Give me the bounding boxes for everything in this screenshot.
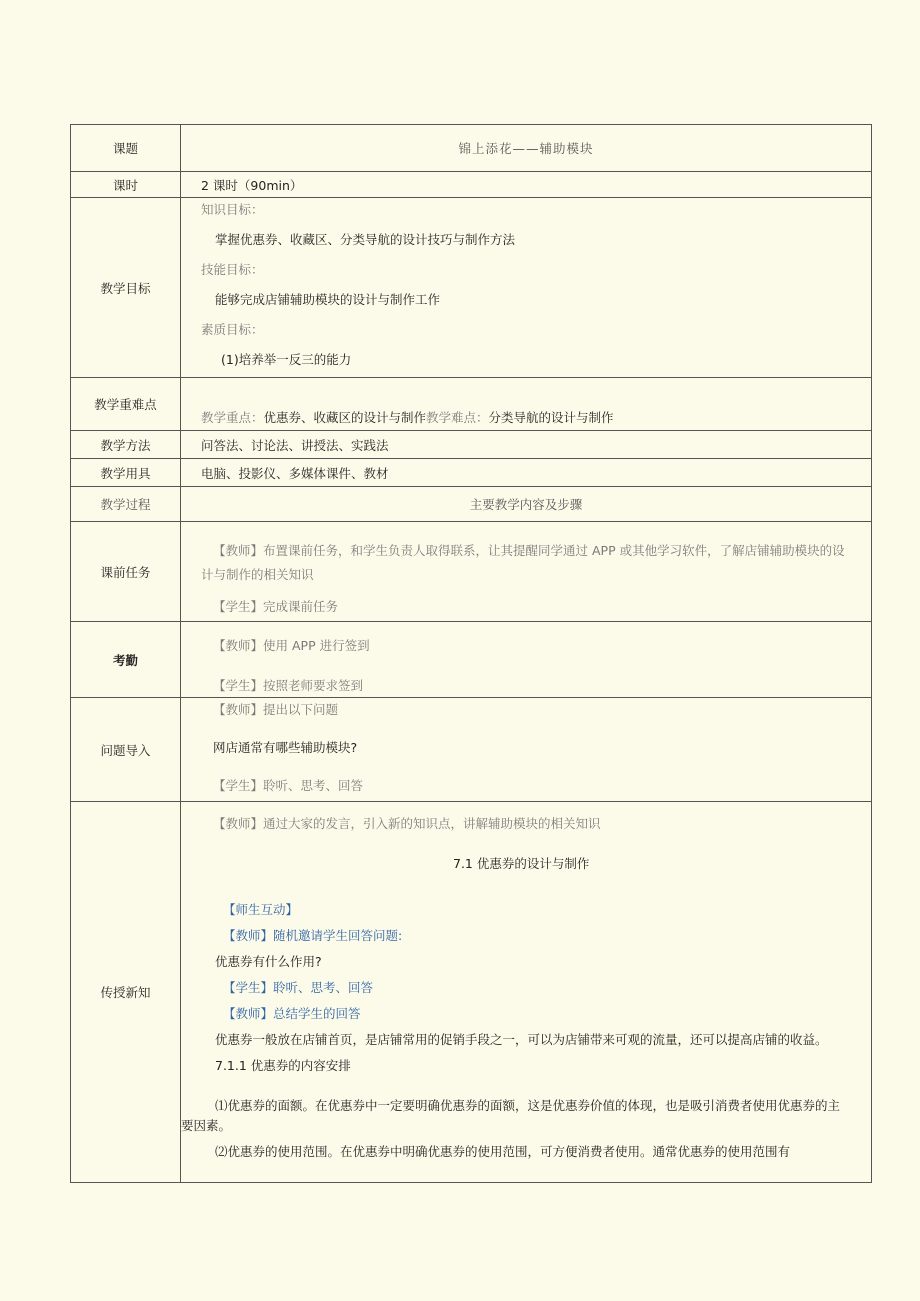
row-objectives <box>71 198 872 378</box>
pre-class-student: 【学生】完成课前任务 <box>213 599 339 614</box>
row-methods <box>71 431 872 459</box>
nk-subsection: 7.1.1 优惠券的内容安排 <box>215 1058 351 1073</box>
row-new-knowledge <box>71 802 872 1183</box>
nk-point1-line2: 要因素。 <box>181 1118 232 1133</box>
tools-value: 电脑、投影仪、多媒体课件、教材 <box>181 459 872 487</box>
hours-label: 课时 <box>71 172 181 198</box>
pre-class-label: 课前任务 <box>71 522 181 622</box>
row-attendance <box>71 622 872 698</box>
nk-summary-text: 优惠券一般放在店铺首页，是店铺常用的促销手段之一，可以为店铺带来可观的流量，还可以提高店铺的收益。 <box>215 1032 828 1047</box>
row-key-points <box>71 378 872 431</box>
quality-title: 素质目标： <box>201 322 264 337</box>
attendance-label: 考勤 <box>71 622 181 698</box>
attendance-student: 【学生】按照老师要求签到 <box>213 678 364 693</box>
nk-teacher-ask: 【教师】随机邀请学生回答问题: <box>223 928 403 943</box>
row-process-header <box>71 487 872 522</box>
nk-question: 优惠券有什么作用? <box>215 954 322 969</box>
intro-teacher: 【教师】提出以下问题 <box>213 702 339 717</box>
attendance-teacher: 【教师】使用 APP 进行签到 <box>213 638 370 653</box>
nk-section-title: 7.1 优惠券的设计与制作 <box>453 856 590 871</box>
pre-class-teacher-line2: 计与制作的相关知识 <box>201 567 314 582</box>
pre-class-content <box>181 522 872 622</box>
objectives-content <box>181 198 872 378</box>
row-pre-class <box>71 522 872 622</box>
row-hours <box>71 172 872 198</box>
intro-content <box>181 698 872 802</box>
row-intro <box>71 698 872 802</box>
knowledge-title: 知识目标： <box>201 202 264 217</box>
methods-label: 教学方法 <box>71 431 181 459</box>
lesson-plan-table <box>70 124 872 1183</box>
process-header-value: 主要教学内容及步骤 <box>181 487 872 522</box>
intro-question: 网店通常有哪些辅助模块? <box>213 740 358 755</box>
knowledge-item: 掌握优惠券、收藏区、分类导航的设计技巧与制作方法 <box>215 232 516 247</box>
difficult-text: 分类导航的设计与制作 <box>488 410 614 425</box>
nk-student: 【学生】聆听、思考、回答 <box>223 980 374 995</box>
row-topic <box>71 125 872 172</box>
intro-label: 问题导入 <box>71 698 181 802</box>
methods-value: 问答法、讨论法、讲授法、实践法 <box>181 431 872 459</box>
objectives-label: 教学目标 <box>71 198 181 378</box>
quality-item: (1)培养举一反三的能力 <box>221 352 352 367</box>
topic-label: 课题 <box>71 125 181 172</box>
key-text: 优惠券、收藏区的设计与制作 <box>263 410 427 425</box>
skill-title: 技能目标： <box>201 262 264 277</box>
pre-class-teacher-line1: 【教师】布置课前任务，和学生负责人取得联系，让其提醒同学通过 APP 或其他学习软件，了解店铺辅助模块的设 <box>213 543 845 558</box>
topic-title: 锦上添花——辅助模块 <box>181 125 872 172</box>
attendance-content <box>181 622 872 698</box>
hours-value: 2 课时（90min） <box>181 172 872 198</box>
new-knowledge-label: 传授新知 <box>71 802 181 1183</box>
key-points-label: 教学重难点 <box>71 378 181 431</box>
skill-item: 能够完成店铺辅助模块的设计与制作工作 <box>215 292 441 307</box>
process-label: 教学过程 <box>71 487 181 522</box>
nk-point2-line1: ⑵优惠券的使用范围。在优惠券中明确优惠券的使用范围，可方便消费者使用。通常优惠券的使用范围有 <box>215 1144 791 1159</box>
tools-label: 教学用具 <box>71 459 181 487</box>
row-tools <box>71 459 872 487</box>
nk-teacher-summary: 【教师】总结学生的回答 <box>223 1006 361 1021</box>
key-points-content <box>181 378 872 431</box>
new-knowledge-content <box>181 802 872 1183</box>
nk-teacher-intro: 【教师】通过大家的发言，引入新的知识点，讲解辅助模块的相关知识 <box>213 816 601 831</box>
nk-interaction: 【师生互动】 <box>223 902 299 917</box>
key-title: 教学重点： <box>201 410 264 425</box>
intro-student: 【学生】聆听、思考、回答 <box>213 778 364 793</box>
nk-point1-line1: ⑴优惠券的面额。在优惠券中一定要明确优惠券的面额，这是优惠券价值的体现，也是吸引消费者使用优惠券的主 <box>215 1098 841 1113</box>
difficult-title: 教学难点： <box>426 410 489 425</box>
